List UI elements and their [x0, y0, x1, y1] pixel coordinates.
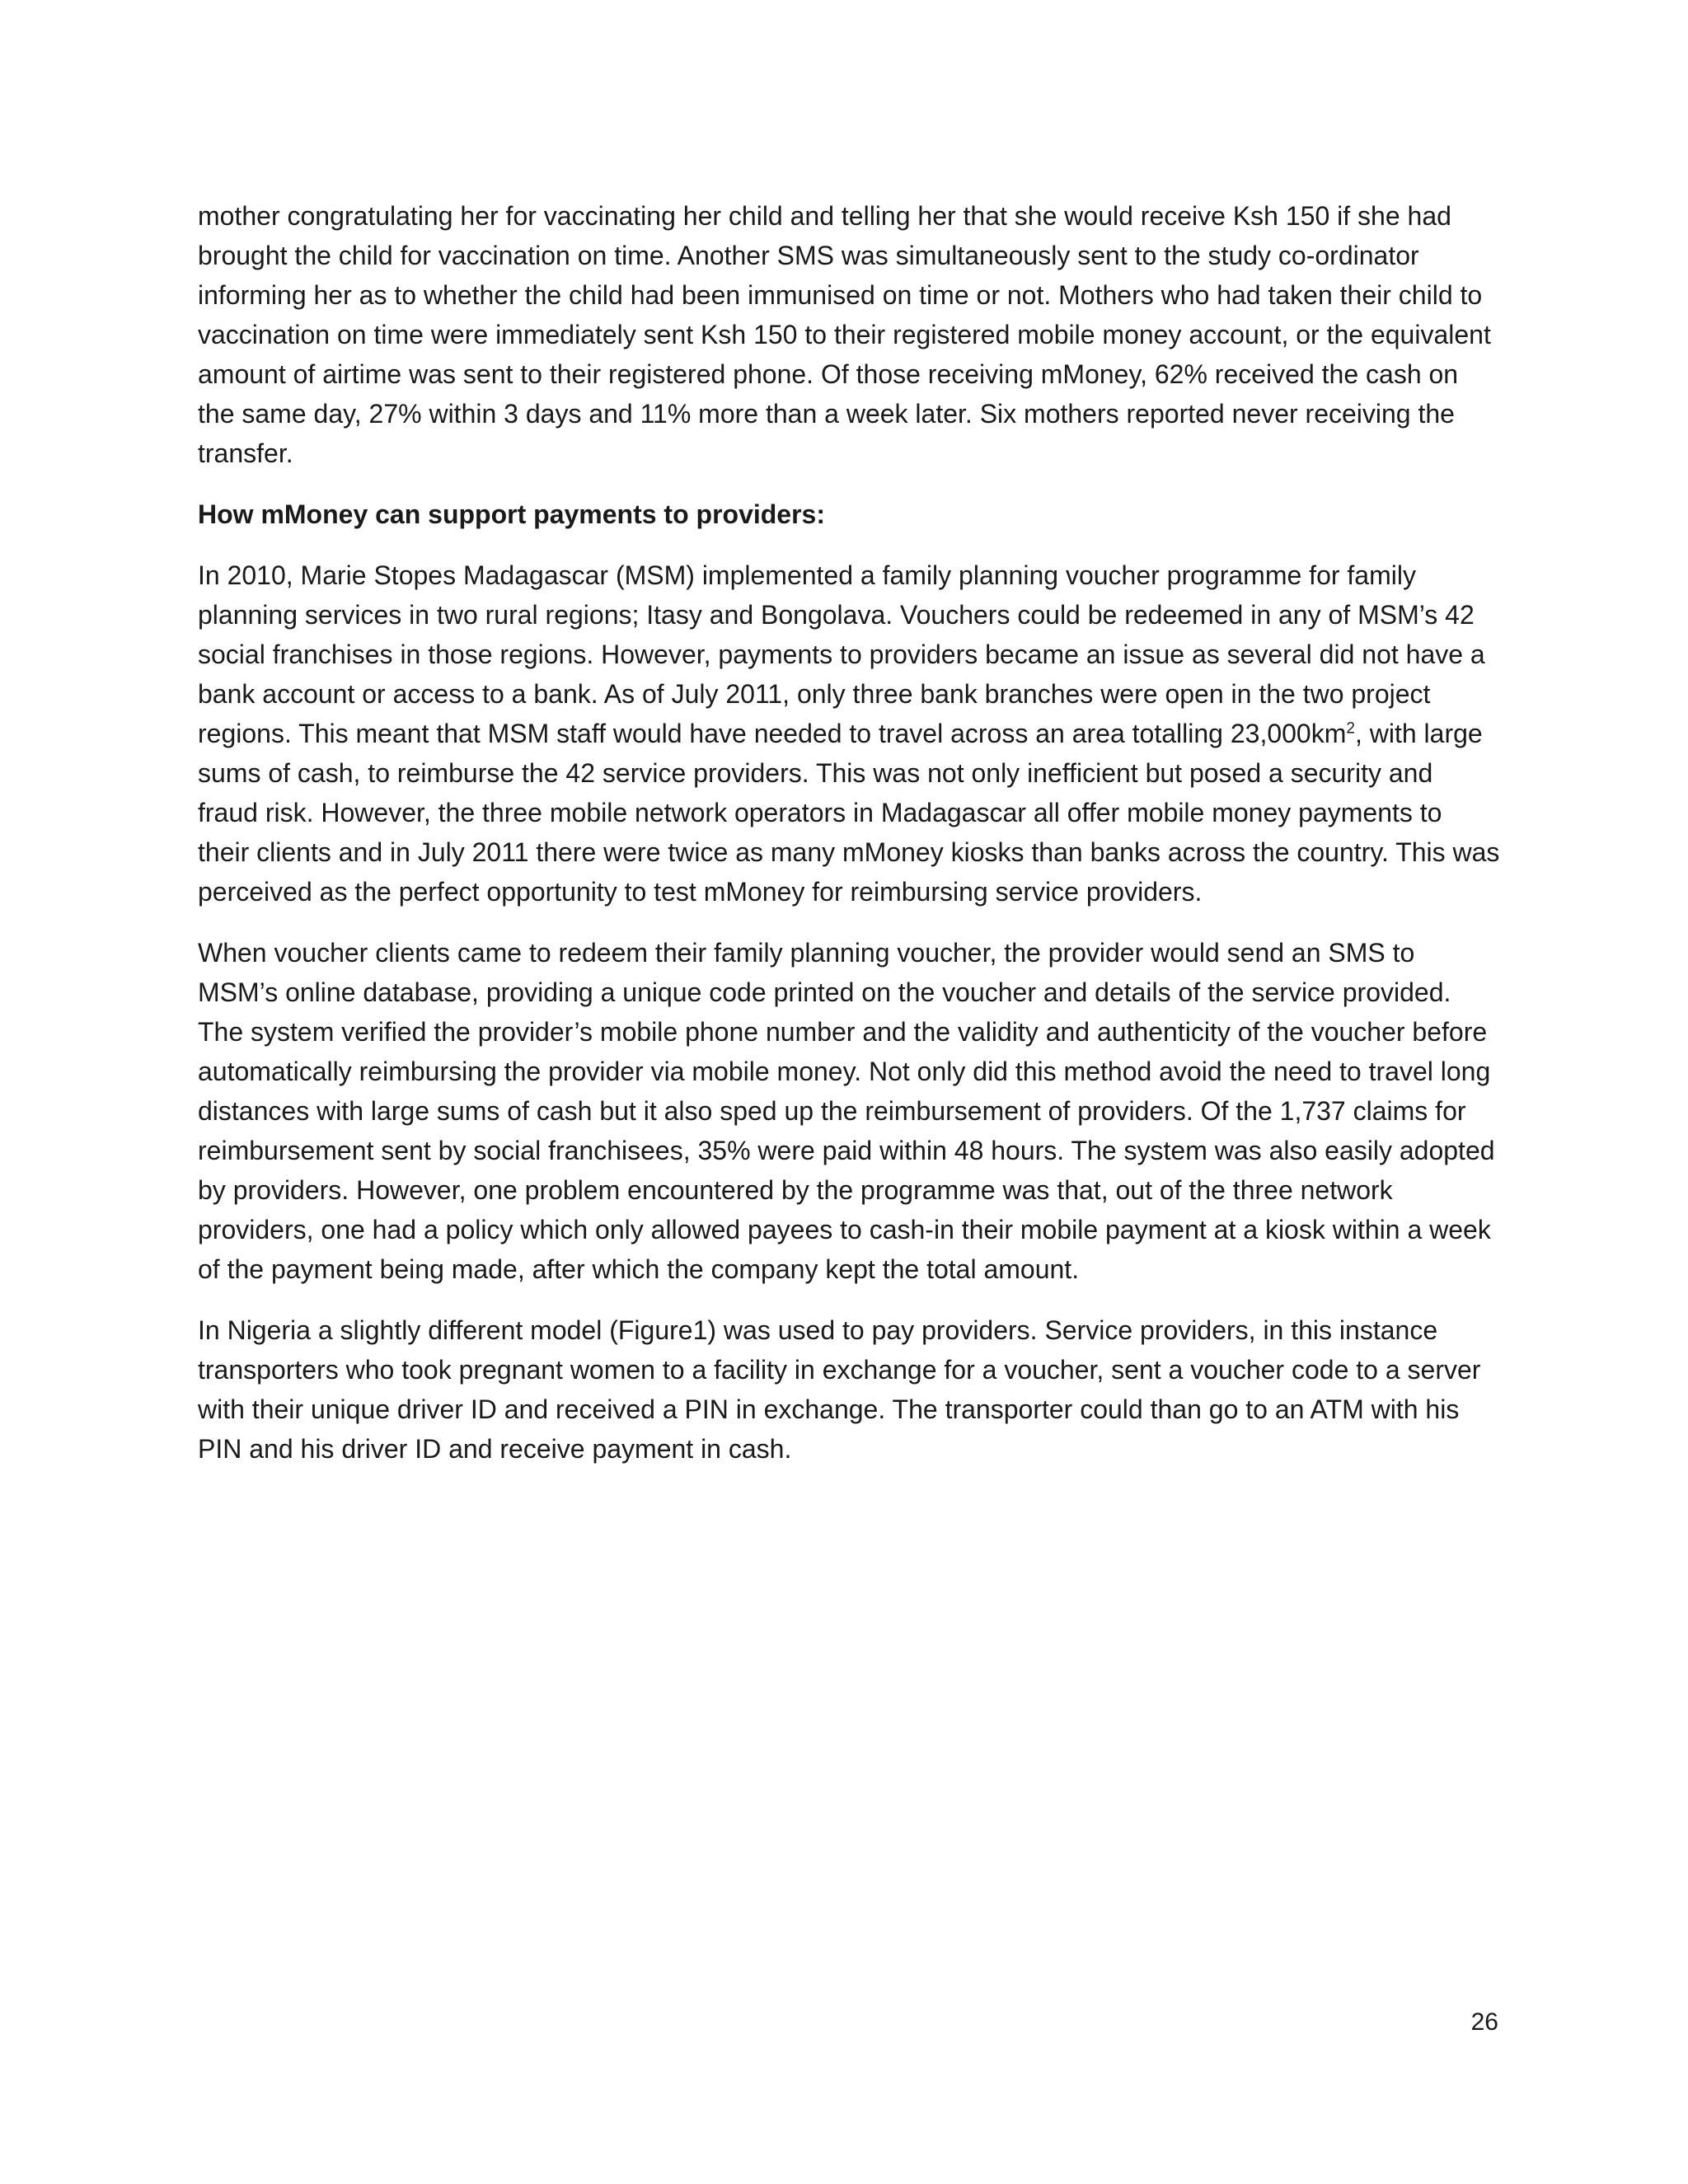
document-body — [198, 196, 1500, 1490]
paragraph-vaccination-sms: mother congratulating her for vaccinating her child and telling her that she would receive Ksh 150 if she had brought the child for vaccination on time. Another SMS was simultaneously sent to the study co-ordinator informing her as to whether the child had been immunised on time or not. Mothers who had taken their child to vaccination on time were immediately sent Ksh 150 to their registered mobile money account, or the equivalent amount of airtime was sent to their registered phone. Of those receiving mMoney, 62% received the cash on the same day, 27% within 3 days and 11% more than a week later. Six mothers reported never receiving the transfer. — [198, 201, 1491, 468]
section-heading: How mMoney can support payments to providers: — [198, 499, 825, 529]
paragraph-voucher-redemption: When voucher clients came to redeem their family planning voucher, the provider would send an SMS to MSM’s online database, providing a unique code printed on the voucher and details of the service provided. The system verified the provider’s mobile phone number and the validity and authenticity of the voucher before automatically reimbursing the provider via mobile money. Not only did this method avoid the need to travel long distances with large sums of cash but it also sped up the reimbursement of providers. Of the 1,737 claims for reimbursement sent by social franchisees, 35% were paid within 48 hours. The system was also easily adopted by providers. However, one problem encountered by the programme was that, out of the three network providers, one had a policy which only allowed payees to cash-in their mobile payment at a kiosk within a week of the payment being made, after which the company kept the total amount. — [198, 938, 1495, 1284]
paragraph-msm-voucher-text-a: In 2010, Marie Stopes Madagascar (MSM) implemented a family planning voucher programme for family planning services in two rural regions; Itasy and Bongolava. Vouchers could be redeemed in any of MSM’s 42 social franchises in those regions. However, payments to providers became an issue as several did not have a bank account or access to a bank. As of July 2011, only three bank branches were open in the two project regions. This meant that MSM staff would have needed to travel across an area totalling 23,000km — [198, 560, 1485, 748]
page-number: 26 — [1470, 2008, 1498, 2036]
superscript-squared: 2 — [1346, 719, 1355, 738]
paragraph-nigeria-model: In Nigeria a slightly different model (Figure1) was used to pay providers. Service providers, in this instance transporters who took pregnant women to a facility in exchange for a voucher, sent a voucher code to a server with their unique driver ID and received a PIN in exchange. The transporter could than go to an ATM with his PIN and his driver ID and receive payment in cash. — [198, 1315, 1481, 1464]
paragraph-msm-voucher — [198, 555, 1500, 912]
paragraph-msm-voucher-text-b: , with large sums of cash, to reimburse the 42 service providers. This was not only inefficient but posed a security and fraud risk. However, the three mobile network operators in Madagascar all offer mobile money payments to their clients and in July 2011 there were twice as many mMoney kiosks than banks across the country. This was perceived as the perfect opportunity to test mMoney for reimbursing service providers. — [198, 719, 1500, 907]
